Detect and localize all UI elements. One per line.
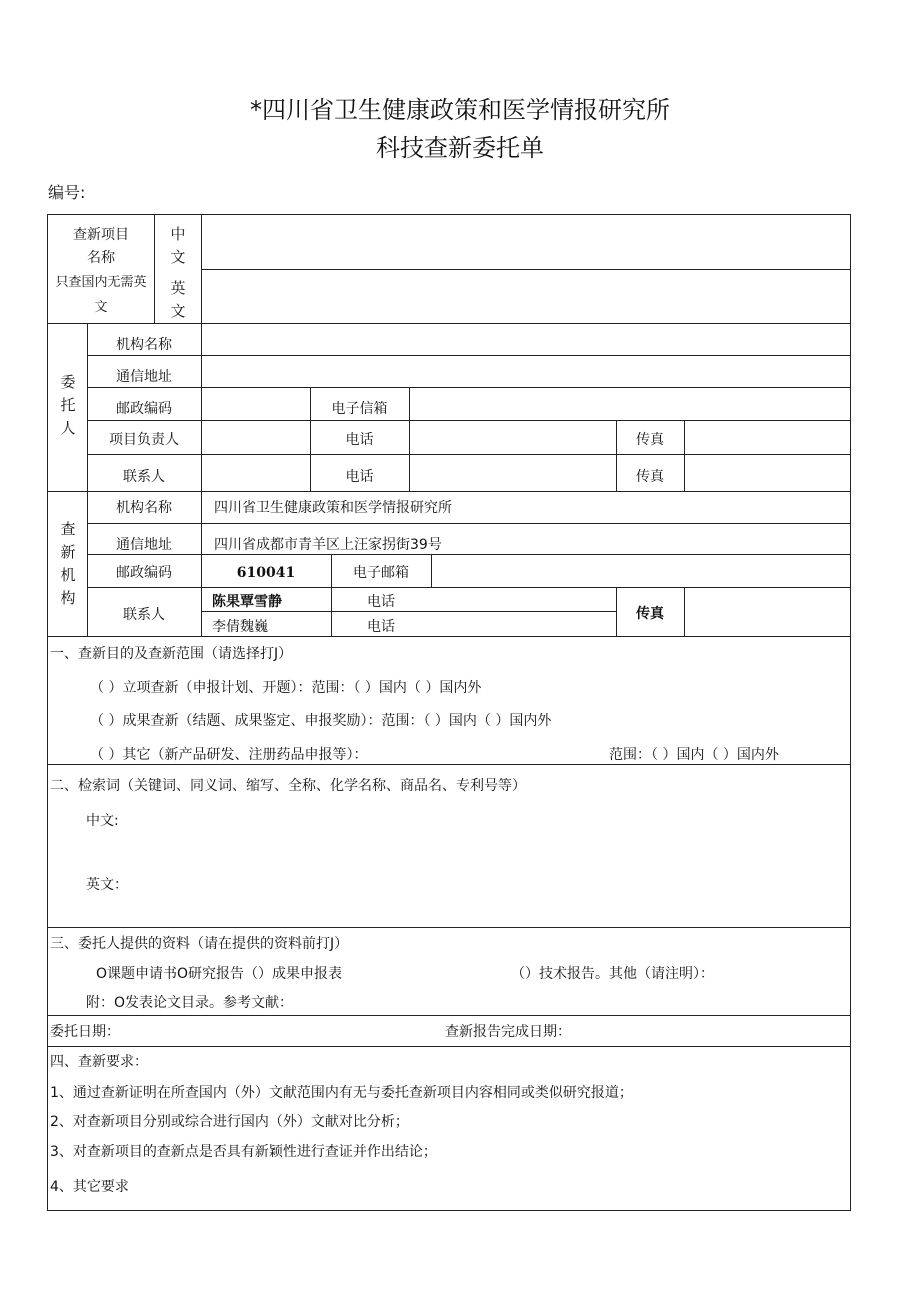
client-fax-label: 传真 (636, 469, 664, 485)
chinese-name-label: 中文 (170, 225, 186, 266)
materials-options-other[interactable]: （）技术报告。其他（请注明）： (511, 966, 714, 982)
divider (87, 554, 851, 555)
agency-phone-label: 电话 (367, 619, 395, 635)
commission-form (47, 214, 851, 1211)
project-name-note: 文 (94, 300, 108, 315)
keywords-en-field[interactable] (138, 870, 838, 924)
client-contact-label: 联系人 (123, 469, 165, 485)
divider (48, 1015, 851, 1016)
purpose-option-other-scope[interactable]: 范围：（ ）国内（ ）国内外 (609, 747, 779, 763)
agency-postcode-value: 610041 (236, 565, 296, 581)
divider (684, 587, 685, 636)
client-section-label: 委托人 (60, 373, 76, 437)
requirements-heading: 四、查新要求： (50, 1054, 148, 1070)
agency-address-value: 四川省成都市青羊区上汪家拐街39号 (214, 537, 442, 553)
project-name-note: 只查国内无需英 (55, 275, 147, 290)
client-org-field[interactable] (202, 324, 850, 354)
purpose-option-other[interactable]: （ ）其它（新产品研发、注册药品申报等）： (90, 747, 368, 763)
keywords-heading: 二、检索词（关键词、同义词、缩写、全称、化学名称、商品名、专利号等） (50, 778, 526, 794)
materials-heading: 三、委托人提供的资料（请在提供的资料前打J） (50, 936, 349, 952)
requirement-item: 3、对查新项目的查新点是否具有新颖性进行查证并作出结论； (50, 1144, 437, 1160)
english-name-label: 英文 (170, 279, 186, 320)
keywords-zh-field[interactable] (138, 807, 838, 855)
divider (154, 215, 155, 323)
page-subtitle: 科技查新委托单 (376, 134, 544, 162)
keywords-zh-label: 中文: (86, 813, 119, 829)
divider (431, 554, 432, 587)
divider (48, 636, 851, 637)
materials-options[interactable]: O课题申请书O研究报告（）成果申报表 (96, 966, 343, 982)
keywords-en-label: 英文： (86, 877, 128, 893)
project-name-zh-field[interactable] (202, 216, 850, 268)
client-fax-label: 传真 (636, 432, 664, 448)
project-name-label: 查新项目 (73, 227, 129, 243)
agency-contact-value: 陈果覃雪静 (212, 594, 282, 610)
materials-attachments[interactable]: 附：O发表论文目录。参考文献： (86, 995, 294, 1011)
client-postcode-field[interactable] (202, 388, 309, 419)
agency-section-label: 查新机构 (60, 520, 76, 607)
client-address-label: 通信地址 (116, 369, 172, 385)
client-contact-phone-field[interactable] (410, 455, 615, 490)
agency-phone-label: 电话 (367, 594, 395, 610)
client-postcode-label: 邮政编码 (116, 401, 172, 417)
divider (87, 587, 851, 588)
client-leader-label: 项目负责人 (109, 432, 179, 448)
client-leader-field[interactable] (202, 421, 309, 453)
client-address-field[interactable] (202, 356, 850, 386)
divider (48, 764, 851, 765)
client-phone-label: 电话 (345, 469, 374, 485)
client-email-field[interactable] (410, 388, 850, 419)
page-title: *四川省卫生健康政策和医学情报研究所 (250, 96, 670, 124)
divider (87, 523, 851, 524)
requirement-item: 2、对查新项目分别或综合进行国内（外）文献对比分析； (50, 1114, 409, 1130)
agency-org-value: 四川省卫生健康政策和医学情报研究所 (214, 500, 452, 516)
agency-org-label: 机构名称 (116, 500, 172, 516)
agency-contact-value: 李倩魏巍 (212, 619, 268, 635)
client-contact-field[interactable] (202, 455, 309, 490)
divider (48, 1046, 851, 1047)
requirement-item: 4、其它要求 (50, 1179, 129, 1195)
agency-contact-label: 联系人 (123, 607, 165, 623)
agency-fax-label: 传真 (636, 606, 664, 622)
client-leader-fax-field[interactable] (685, 421, 850, 453)
divider (48, 491, 851, 492)
requirement-item: 1、通过查新证明在所查国内（外）文献范围内有无与委托查新项目内容相同或类似研究报道； (50, 1085, 633, 1101)
purpose-option-project[interactable]: （ ）立项查新（申报计划、开题）：范围：（ ）国内（ ）国内外 (90, 680, 482, 696)
commission-date-label: 委托日期： (50, 1024, 120, 1040)
project-name-en-field[interactable] (202, 270, 850, 322)
agency-email-label: 电子邮箱 (353, 565, 409, 581)
divider (201, 611, 616, 612)
serial-number-label: 编号: (48, 183, 86, 202)
agency-address-label: 通信地址 (116, 537, 172, 553)
client-contact-fax-field[interactable] (685, 455, 850, 490)
client-org-label: 机构名称 (116, 337, 172, 353)
agency-postcode-label: 邮政编码 (116, 565, 172, 581)
client-email-label: 电子信箱 (331, 401, 388, 417)
client-leader-phone-field[interactable] (410, 421, 615, 453)
project-name-label: 名称 (87, 250, 115, 266)
completion-date-label: 查新报告完成日期： (445, 1024, 571, 1040)
client-phone-label: 电话 (345, 432, 374, 448)
purpose-option-achievement[interactable]: （ ）成果查新（结题、成果鉴定、申报奖励）：范围：（ ）国内（ ）国内外 (90, 713, 552, 729)
purpose-heading: 一、查新目的及查新范围（请选择打J） (50, 646, 293, 662)
divider (48, 927, 851, 928)
